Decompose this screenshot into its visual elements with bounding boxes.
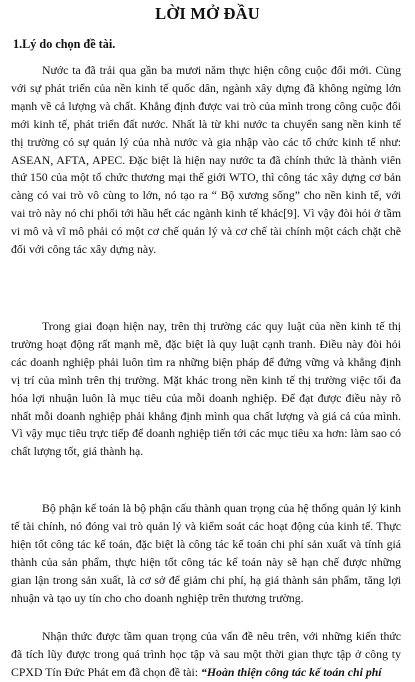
section-heading: 1.Lý do chọn đề tài. (13, 37, 116, 51)
paragraph-4 (11, 628, 401, 682)
paragraph-2: Trong giai đoạn hiện nay, trên thị trường các quy luật của nền kinh tế thị trường hoạt động rất mạnh mẽ, đặc biệt là quy luật cạnh tranh. Điều này đòi hỏi các doanh nghiệp phải luôn tìm ra những biện pháp để đứng vững và khẳng định vị trí của mình trên thị trường. Mặt khác trong nền kinh tế thị trường việc tối đa hóa lợi nhuận luôn là mục tiêu của mỗi doanh nghiệp. Để đạt được điều này rõ nhất mỗi doanh nghiệp phải khẳng định mình qua chất lượng và giá cả của mình. Vì vậy mục tiêu trực tiếp để doanh nghiệp tiến tới các mục tiêu xa hơn: làm sao có chất lượng tốt, giá thành hạ. (11, 319, 401, 459)
thesis-title-emphasis: “Hoàn thiện công tác kế toán chi phí (200, 664, 382, 679)
page-title: LỜI MỞ ĐẦU (155, 4, 260, 23)
paragraph-3: Bộ phận kế toán là bộ phận cấu thành quan trọng của hệ thống quản lý kinh tế tài chính, nó đóng vai trò quản lý và kiểm soát các hoạt động của kinh tế. Thực hiện tốt công tác kế toán, đặc biệt là công tác kế toán chi phí sản xuất và tính giá thành của sản phẩm, thực hiện tốt công tác kế toán này sẽ hạn chế được những gian lận trong sản xuất, là cơ sở để giảm chi phí, hạ giá thành sản phẩm, tăng lợi nhuận và tạo uy tín cho cho doanh nghiệp trên thương trường. (11, 501, 401, 605)
paragraph-1: Nước ta đã trải qua gần ba mươi năm thực hiện công cuộc đổi mới. Cùng với sự phát triển của nền kinh tế quốc dân, ngành xây dựng đã không ngừng lớn mạnh về cả lượng và chất. Khẳng định được vai trò của mình trong công cuộc đổi mới kinh tế, phát triển đất nước. Nhất là từ khi nước ta chuyển sang nền kinh tế thị trường có sự quản lý của nhà nước và gia nhập vào các tổ chức kinh tế như: ASEAN, AFTA, APEC. Đặc biệt là hiện nay nước ta đã chính thức là thành viên thứ 150 của một tổ chức thương mại thế giới WTO, thì công tác xây dựng cơ bản càng có vai trò vô cùng to lớn, nó tạo ra “ Bộ xương sống” cho nền kinh tế, với vai trò này nó chi phối tới hầu hết các ngành kinh tế khác[9]. Vì vậy đòi hỏi ở tầm vi mô và vĩ mô phải có một cơ chế quản lý và cơ chế tài chính một cách chặt chẽ đối với công tác xây dựng này. (11, 63, 401, 257)
paragraph-4-text: Nhận thức được tầm quan trọng của vấn đề nêu trên, với những kiến thức đã tích lũy được trong quá trình học tập và sau một thời gian thực tập ở công ty CPXD Tín Đức Phát em đã chọn đề tài: (11, 629, 401, 679)
